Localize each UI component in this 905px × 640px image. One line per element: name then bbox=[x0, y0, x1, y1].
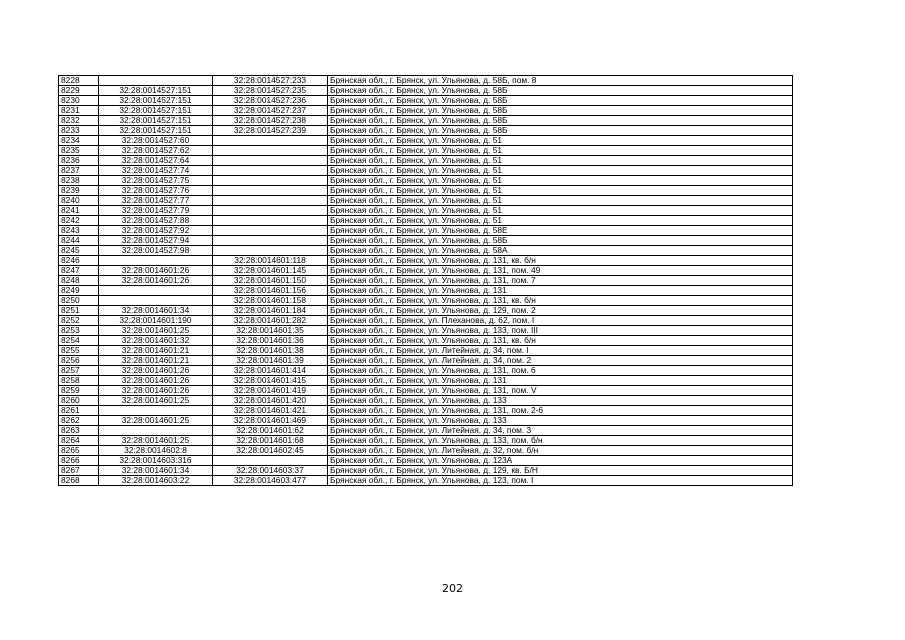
row-number-cell: 8259 bbox=[59, 386, 99, 396]
parcel-cadastral-number-cell: 32:28:0014527:79 bbox=[99, 206, 213, 216]
table-row bbox=[59, 376, 793, 386]
parcel-cadastral-number-cell: 32:28:0014527:64 bbox=[99, 156, 213, 166]
parcel-cadastral-number-cell: 32:28:0014527:151 bbox=[99, 106, 213, 116]
object-cadastral-number-cell: 32:28:0014601:414 bbox=[213, 366, 328, 376]
parcel-cadastral-number-cell: 32:28:0014601:25 bbox=[99, 416, 213, 426]
object-cadastral-number-cell bbox=[213, 246, 328, 256]
address-cell: Брянская обл., г. Брянск, ул. Ульянова, д. 58А bbox=[328, 246, 793, 256]
row-number-cell: 8252 bbox=[59, 316, 99, 326]
row-number-cell: 8264 bbox=[59, 436, 99, 446]
table-row bbox=[59, 196, 793, 206]
parcel-cadastral-number-cell bbox=[99, 256, 213, 266]
table-row bbox=[59, 146, 793, 156]
parcel-cadastral-number-cell: 32:28:0014601:26 bbox=[99, 276, 213, 286]
table-row bbox=[59, 286, 793, 296]
object-cadastral-number-cell: 32:28:0014601:38 bbox=[213, 346, 328, 356]
object-cadastral-number-cell bbox=[213, 456, 328, 466]
parcel-cadastral-number-cell: 32:28:0014601:25 bbox=[99, 436, 213, 446]
row-number-cell: 8239 bbox=[59, 186, 99, 196]
property-register-table bbox=[58, 75, 793, 486]
address-cell: Брянская обл., г. Брянск, ул. Ульянова, д. 123, пом. I bbox=[328, 476, 793, 486]
parcel-cadastral-number-cell: 32:28:0014527:98 bbox=[99, 246, 213, 256]
row-number-cell: 8232 bbox=[59, 116, 99, 126]
address-cell: Брянская обл., г. Брянск, ул. Литейная, д. 34, пом. 3 bbox=[328, 426, 793, 436]
object-cadastral-number-cell: 32:28:0014601:184 bbox=[213, 306, 328, 316]
parcel-cadastral-number-cell: 32:28:0014601:190 bbox=[99, 316, 213, 326]
parcel-cadastral-number-cell: 32:28:0014601:25 bbox=[99, 396, 213, 406]
object-cadastral-number-cell: 32:28:0014601:469 bbox=[213, 416, 328, 426]
row-number-cell: 8248 bbox=[59, 276, 99, 286]
row-number-cell: 8244 bbox=[59, 236, 99, 246]
row-number-cell: 8243 bbox=[59, 226, 99, 236]
parcel-cadastral-number-cell: 32:28:0014527:76 bbox=[99, 186, 213, 196]
object-cadastral-number-cell: 32:28:0014601:145 bbox=[213, 266, 328, 276]
table-row bbox=[59, 386, 793, 396]
address-cell: Брянская обл., г. Брянск, ул. Ульянова, д. 133 bbox=[328, 416, 793, 426]
table-row bbox=[59, 116, 793, 126]
object-cadastral-number-cell: 32:28:0014601:36 bbox=[213, 336, 328, 346]
parcel-cadastral-number-cell: 32:28:0014601:25 bbox=[99, 326, 213, 336]
table-row bbox=[59, 76, 793, 86]
object-cadastral-number-cell: 32:28:0014527:233 bbox=[213, 76, 328, 86]
row-number-cell: 8230 bbox=[59, 96, 99, 106]
row-number-cell: 8267 bbox=[59, 466, 99, 476]
object-cadastral-number-cell: 32:28:0014601:156 bbox=[213, 286, 328, 296]
address-cell: Брянская обл., г. Брянск, ул. Ульянова, д. 131, пом. 7 bbox=[328, 276, 793, 286]
address-cell: Брянская обл., г. Брянск, ул. Литейная, д. 34, пом. I bbox=[328, 346, 793, 356]
table-row bbox=[59, 306, 793, 316]
table-row bbox=[59, 96, 793, 106]
address-cell: Брянская обл., г. Брянск, ул. Ульянова, д. 123А bbox=[328, 456, 793, 466]
parcel-cadastral-number-cell: 32:28:0014527:62 bbox=[99, 146, 213, 156]
row-number-cell: 8245 bbox=[59, 246, 99, 256]
address-cell: Брянская обл., г. Брянск, ул. Ульянова, д. 129, пом. 2 bbox=[328, 306, 793, 316]
address-cell: Брянская обл., г. Брянск, ул. Ульянова, д. 129, кв. Б/Н bbox=[328, 466, 793, 476]
row-number-cell: 8229 bbox=[59, 86, 99, 96]
address-cell: Брянская обл., г. Брянск, ул. Ульянова, д. 131 bbox=[328, 286, 793, 296]
table-row bbox=[59, 216, 793, 226]
table-row bbox=[59, 406, 793, 416]
parcel-cadastral-number-cell: 32:28:0014527:88 bbox=[99, 216, 213, 226]
table-row bbox=[59, 316, 793, 326]
object-cadastral-number-cell: 32:28:0014601:35 bbox=[213, 326, 328, 336]
row-number-cell: 8228 bbox=[59, 76, 99, 86]
parcel-cadastral-number-cell: 32:28:0014601:26 bbox=[99, 376, 213, 386]
row-number-cell: 8247 bbox=[59, 266, 99, 276]
table-row bbox=[59, 426, 793, 436]
object-cadastral-number-cell: 32:28:0014527:236 bbox=[213, 96, 328, 106]
table-row bbox=[59, 136, 793, 146]
row-number-cell: 8254 bbox=[59, 336, 99, 346]
object-cadastral-number-cell: 32:28:0014527:239 bbox=[213, 126, 328, 136]
row-number-cell: 8236 bbox=[59, 156, 99, 166]
object-cadastral-number-cell bbox=[213, 216, 328, 226]
row-number-cell: 8265 bbox=[59, 446, 99, 456]
table-row bbox=[59, 236, 793, 246]
address-cell: Брянская обл., г. Брянск, ул. Ульянова, д. 131, пом. 49 bbox=[328, 266, 793, 276]
parcel-cadastral-number-cell bbox=[99, 76, 213, 86]
address-cell: Брянская обл., г. Брянск, ул. Ульянова, д. 51 bbox=[328, 186, 793, 196]
parcel-cadastral-number-cell: 32:28:0014601:21 bbox=[99, 346, 213, 356]
page-number: 202 bbox=[442, 582, 463, 595]
address-cell: Брянская обл., г. Брянск, ул. Ульянова, д. 133, пом. б/н bbox=[328, 436, 793, 446]
object-cadastral-number-cell: 32:28:0014601:68 bbox=[213, 436, 328, 446]
address-cell: Брянская обл., г. Брянск, ул. Литейная, д. 32, пом. б/н bbox=[328, 446, 793, 456]
table-body bbox=[59, 76, 793, 486]
row-number-cell: 8249 bbox=[59, 286, 99, 296]
row-number-cell: 8233 bbox=[59, 126, 99, 136]
object-cadastral-number-cell: 32:28:0014601:415 bbox=[213, 376, 328, 386]
table-row bbox=[59, 126, 793, 136]
object-cadastral-number-cell: 32:28:0014527:235 bbox=[213, 86, 328, 96]
table-row bbox=[59, 256, 793, 266]
row-number-cell: 8258 bbox=[59, 376, 99, 386]
parcel-cadastral-number-cell: 32:28:0014527:74 bbox=[99, 166, 213, 176]
address-cell: Брянская обл., г. Брянск, ул. Ульянова, д. 131, пом. V bbox=[328, 386, 793, 396]
object-cadastral-number-cell: 32:28:0014603:477 bbox=[213, 476, 328, 486]
table-row bbox=[59, 436, 793, 446]
object-cadastral-number-cell bbox=[213, 226, 328, 236]
parcel-cadastral-number-cell: 32:28:0014602:8 bbox=[99, 446, 213, 456]
row-number-cell: 8240 bbox=[59, 196, 99, 206]
table-row bbox=[59, 326, 793, 336]
address-cell: Брянская обл., г. Брянск, ул. Ульянова, д. 51 bbox=[328, 146, 793, 156]
object-cadastral-number-cell: 32:28:0014601:39 bbox=[213, 356, 328, 366]
address-cell: Брянская обл., г. Брянск, ул. Ульянова, д. 131, кв. б/н bbox=[328, 336, 793, 346]
row-number-cell: 8266 bbox=[59, 456, 99, 466]
parcel-cadastral-number-cell: 32:28:0014601:34 bbox=[99, 466, 213, 476]
table-row bbox=[59, 366, 793, 376]
object-cadastral-number-cell: 32:28:0014601:62 bbox=[213, 426, 328, 436]
parcel-cadastral-number-cell: 32:28:0014601:26 bbox=[99, 266, 213, 276]
object-cadastral-number-cell bbox=[213, 176, 328, 186]
table-row bbox=[59, 166, 793, 176]
object-cadastral-number-cell bbox=[213, 166, 328, 176]
address-cell: Брянская обл., г. Брянск, ул. Ульянова, д. 51 bbox=[328, 206, 793, 216]
row-number-cell: 8237 bbox=[59, 166, 99, 176]
parcel-cadastral-number-cell: 32:28:0014527:151 bbox=[99, 86, 213, 96]
object-cadastral-number-cell: 32:28:0014601:419 bbox=[213, 386, 328, 396]
address-cell: Брянская обл., г. Брянск, ул. Ульянова, д. 51 bbox=[328, 156, 793, 166]
object-cadastral-number-cell: 32:28:0014601:118 bbox=[213, 256, 328, 266]
table-row bbox=[59, 206, 793, 216]
row-number-cell: 8257 bbox=[59, 366, 99, 376]
table-row bbox=[59, 356, 793, 366]
table-row bbox=[59, 446, 793, 456]
row-number-cell: 8235 bbox=[59, 146, 99, 156]
address-cell: Брянская обл., г. Брянск, ул. Ульянова, д. 51 bbox=[328, 166, 793, 176]
object-cadastral-number-cell: 32:28:0014602:45 bbox=[213, 446, 328, 456]
address-cell: Брянская обл., г. Брянск, ул. Ульянова, д. 133 bbox=[328, 396, 793, 406]
parcel-cadastral-number-cell bbox=[99, 406, 213, 416]
table-row bbox=[59, 226, 793, 236]
table-row bbox=[59, 396, 793, 406]
row-number-cell: 8260 bbox=[59, 396, 99, 406]
address-cell: Брянская обл., г. Брянск, ул. Ульянова, д. 58Б bbox=[328, 86, 793, 96]
row-number-cell: 8268 bbox=[59, 476, 99, 486]
object-cadastral-number-cell: 32:28:0014601:282 bbox=[213, 316, 328, 326]
address-cell: Брянская обл., г. Брянск, ул. Ульянова, д. 51 bbox=[328, 196, 793, 206]
table-row bbox=[59, 276, 793, 286]
table-row bbox=[59, 476, 793, 486]
address-cell: Брянская обл., г. Брянск, ул. Ульянова, д. 58Б bbox=[328, 236, 793, 246]
row-number-cell: 8234 bbox=[59, 136, 99, 146]
object-cadastral-number-cell: 32:28:0014527:237 bbox=[213, 106, 328, 116]
object-cadastral-number-cell bbox=[213, 156, 328, 166]
address-cell: Брянская обл., г. Брянск, ул. Ульянова, д. 58Б, пом. 8 bbox=[328, 76, 793, 86]
address-cell: Брянская обл., г. Брянск, ул. Ульянова, д. 131, кв. б/н bbox=[328, 256, 793, 266]
address-cell: Брянская обл., г. Брянск, ул. Ульянова, д. 131, кв. б/н bbox=[328, 296, 793, 306]
row-number-cell: 8261 bbox=[59, 406, 99, 416]
object-cadastral-number-cell bbox=[213, 186, 328, 196]
object-cadastral-number-cell: 32:28:0014603:37 bbox=[213, 466, 328, 476]
row-number-cell: 8246 bbox=[59, 256, 99, 266]
address-cell: Брянская обл., г. Брянск, ул. Плеханова, д. 62, пом. I bbox=[328, 316, 793, 326]
table-row bbox=[59, 266, 793, 276]
address-cell: Брянская обл., г. Брянск, ул. Ульянова, д. 58Б bbox=[328, 106, 793, 116]
address-cell: Брянская обл., г. Брянск, ул. Ульянова, д. 51 bbox=[328, 136, 793, 146]
row-number-cell: 8262 bbox=[59, 416, 99, 426]
parcel-cadastral-number-cell bbox=[99, 296, 213, 306]
parcel-cadastral-number-cell: 32:28:0014527:151 bbox=[99, 96, 213, 106]
object-cadastral-number-cell: 32:28:0014601:150 bbox=[213, 276, 328, 286]
object-cadastral-number-cell bbox=[213, 146, 328, 156]
row-number-cell: 8238 bbox=[59, 176, 99, 186]
object-cadastral-number-cell bbox=[213, 236, 328, 246]
table-row bbox=[59, 466, 793, 476]
parcel-cadastral-number-cell: 32:28:0014603:316 bbox=[99, 456, 213, 466]
row-number-cell: 8250 bbox=[59, 296, 99, 306]
address-cell: Брянская обл., г. Брянск, ул. Ульянова, д. 131, пом. 2-6 bbox=[328, 406, 793, 416]
parcel-cadastral-number-cell: 32:28:0014601:32 bbox=[99, 336, 213, 346]
object-cadastral-number-cell: 32:28:0014601:420 bbox=[213, 396, 328, 406]
address-cell: Брянская обл., г. Брянск, ул. Ульянова, д. 131, пом. 6 bbox=[328, 366, 793, 376]
row-number-cell: 8242 bbox=[59, 216, 99, 226]
table-row bbox=[59, 106, 793, 116]
parcel-cadastral-number-cell: 32:28:0014527:151 bbox=[99, 126, 213, 136]
parcel-cadastral-number-cell: 32:28:0014527:75 bbox=[99, 176, 213, 186]
row-number-cell: 8263 bbox=[59, 426, 99, 436]
parcel-cadastral-number-cell: 32:28:0014601:21 bbox=[99, 356, 213, 366]
object-cadastral-number-cell: 32:28:0014527:238 bbox=[213, 116, 328, 126]
address-cell: Брянская обл., г. Брянск, ул. Ульянова, д. 58Б bbox=[328, 126, 793, 136]
parcel-cadastral-number-cell bbox=[99, 286, 213, 296]
table-row bbox=[59, 416, 793, 426]
table-row bbox=[59, 346, 793, 356]
address-cell: Брянская обл., г. Брянск, ул. Ульянова, д. 58Б bbox=[328, 116, 793, 126]
table-row bbox=[59, 456, 793, 466]
address-cell: Брянская обл., г. Брянск, ул. Ульянова, д. 58Е bbox=[328, 226, 793, 236]
parcel-cadastral-number-cell: 32:28:0014527:77 bbox=[99, 196, 213, 206]
object-cadastral-number-cell bbox=[213, 196, 328, 206]
row-number-cell: 8253 bbox=[59, 326, 99, 336]
parcel-cadastral-number-cell: 32:28:0014527:94 bbox=[99, 236, 213, 246]
table-row bbox=[59, 336, 793, 346]
parcel-cadastral-number-cell: 32:28:0014601:26 bbox=[99, 366, 213, 376]
parcel-cadastral-number-cell: 32:28:0014527:60 bbox=[99, 136, 213, 146]
address-cell: Брянская обл., г. Брянск, ул. Литейная, д. 34, пом. 2 bbox=[328, 356, 793, 366]
table-row bbox=[59, 86, 793, 96]
table-row bbox=[59, 296, 793, 306]
row-number-cell: 8255 bbox=[59, 346, 99, 356]
parcel-cadastral-number-cell: 32:28:0014601:34 bbox=[99, 306, 213, 316]
object-cadastral-number-cell: 32:28:0014601:158 bbox=[213, 296, 328, 306]
address-cell: Брянская обл., г. Брянск, ул. Ульянова, д. 51 bbox=[328, 216, 793, 226]
row-number-cell: 8231 bbox=[59, 106, 99, 116]
table-row bbox=[59, 246, 793, 256]
address-cell: Брянская обл., г. Брянск, ул. Ульянова, д. 58Б bbox=[328, 96, 793, 106]
row-number-cell: 8256 bbox=[59, 356, 99, 366]
address-cell: Брянская обл., г. Брянск, ул. Ульянова, д. 133, пом. III bbox=[328, 326, 793, 336]
object-cadastral-number-cell bbox=[213, 136, 328, 146]
object-cadastral-number-cell bbox=[213, 206, 328, 216]
parcel-cadastral-number-cell: 32:28:0014601:26 bbox=[99, 386, 213, 396]
object-cadastral-number-cell: 32:28:0014601:421 bbox=[213, 406, 328, 416]
table-row bbox=[59, 156, 793, 166]
parcel-cadastral-number-cell bbox=[99, 426, 213, 436]
parcel-cadastral-number-cell: 32:28:0014527:92 bbox=[99, 226, 213, 236]
table-row bbox=[59, 176, 793, 186]
address-cell: Брянская обл., г. Брянск, ул. Ульянова, д. 51 bbox=[328, 176, 793, 186]
table-row bbox=[59, 186, 793, 196]
row-number-cell: 8241 bbox=[59, 206, 99, 216]
parcel-cadastral-number-cell: 32:28:0014527:151 bbox=[99, 116, 213, 126]
parcel-cadastral-number-cell: 32:28:0014603:22 bbox=[99, 476, 213, 486]
address-cell: Брянская обл., г. Брянск, ул. Ульянова, д. 131 bbox=[328, 376, 793, 386]
row-number-cell: 8251 bbox=[59, 306, 99, 316]
